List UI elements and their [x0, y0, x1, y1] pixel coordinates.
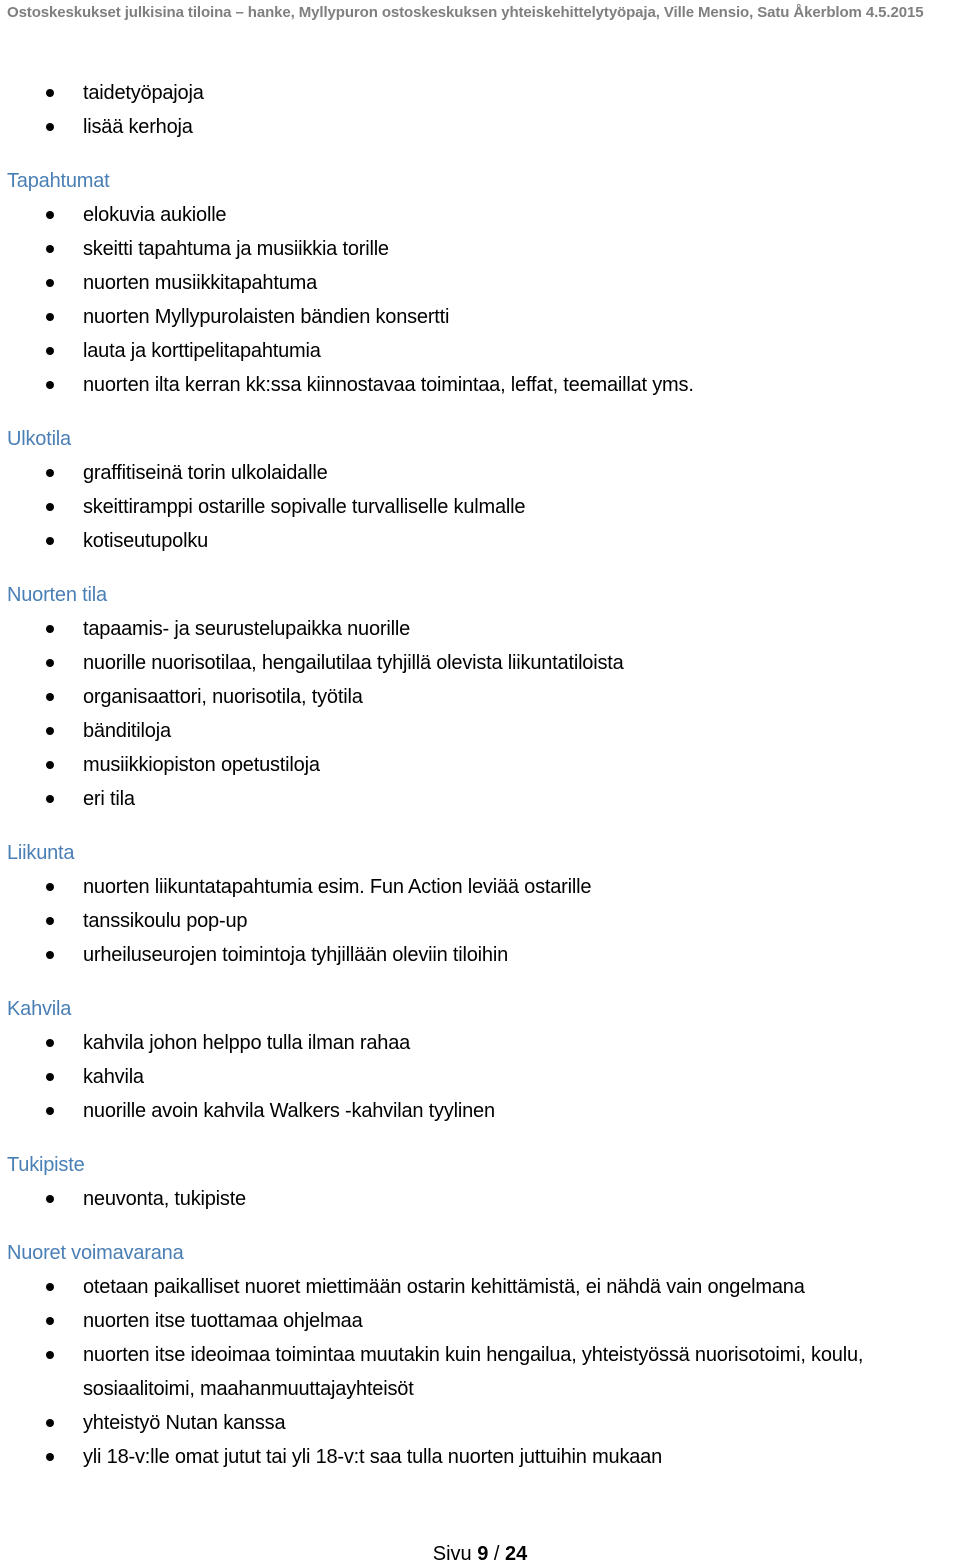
total-pages-number: 24: [505, 1543, 528, 1565]
list-item-text: nuorten Myllypurolaisten bändien konsertti: [83, 306, 450, 328]
page-number-footer: [0, 1540, 960, 1568]
section-heading-tapahtumat: Tapahtumat: [7, 170, 110, 192]
document-body: [0, 76, 960, 1474]
bullet-icon: [46, 727, 54, 735]
list-item: [0, 1406, 960, 1440]
bullet-icon: [46, 347, 54, 355]
list-item-text: urheiluseurojen toimintoja tyhjillään oleviin tiloihin: [83, 944, 509, 966]
list-item-text: kahvila johon helppo tulla ilman rahaa: [83, 1032, 411, 1054]
section-list-liikunta: [0, 870, 960, 972]
bullet-icon: [46, 883, 54, 891]
bullet-icon: [46, 1419, 54, 1427]
bullet-icon: [46, 279, 54, 287]
list-item: [0, 1094, 960, 1128]
list-item: [0, 646, 960, 680]
section-list-nuoret-voimavarana: [0, 1270, 960, 1474]
page-label: Sivu: [432, 1543, 472, 1565]
list-item: [0, 748, 960, 782]
bullet-icon: [46, 313, 54, 321]
list-item: [0, 198, 960, 232]
bullet-icon: [46, 537, 54, 545]
list-item-text: tanssikoulu pop-up: [83, 910, 248, 932]
section-heading-ulkotila: Ulkotila: [7, 428, 71, 450]
list-item-text: lisää kerhoja: [83, 116, 193, 138]
list-item: [0, 490, 960, 524]
bullet-icon: [46, 381, 54, 389]
bullet-icon: [46, 89, 54, 97]
section-heading-nuoret-voimavarana: Nuoret voimavarana: [7, 1242, 184, 1264]
section-list-tapahtumat: [0, 198, 960, 402]
header-divider: [0, 30, 960, 31]
list-item: [0, 300, 960, 334]
bullet-icon: [46, 1073, 54, 1081]
list-item: [0, 76, 960, 110]
list-item: [0, 1338, 960, 1406]
list-item-text: yhteistyö Nutan kanssa: [83, 1412, 286, 1434]
list-item-text: neuvonta, tukipiste: [83, 1188, 246, 1210]
section-heading-liikunta: Liikunta: [7, 842, 75, 864]
bullet-icon: [46, 503, 54, 511]
list-item: [0, 1182, 960, 1216]
section-list-ulkotila: [0, 456, 960, 558]
bullet-icon: [46, 211, 54, 219]
list-item-text: nuorten ilta kerran kk:ssa kiinnostavaa toimintaa, leffat, teemaillat yms.: [83, 374, 694, 396]
list-item: [0, 680, 960, 714]
list-item: [0, 938, 960, 972]
bullet-icon: [46, 245, 54, 253]
page-separator: /: [493, 1543, 500, 1565]
list-item-text: kahvila: [83, 1066, 144, 1088]
intro-list: [0, 76, 960, 144]
bullet-icon: [46, 1453, 54, 1461]
list-item-text: kotiseutupolku: [83, 530, 209, 552]
list-item-text: nuorten itse ideoimaa toimintaa muutakin kuin hengailua, yhteistyössä nuorisotoimi, koulu, sosiaalitoimi, maahanmuuttajayhteisöt: [83, 1344, 864, 1400]
bullet-icon: [46, 795, 54, 803]
list-item-text: otetaan paikalliset nuoret miettimään ostarin kehittämistä, ei nähdä vain ongelmana: [83, 1276, 805, 1298]
list-item-text: eri tila: [83, 788, 135, 810]
list-item: [0, 334, 960, 368]
section-heading-kahvila: Kahvila: [7, 998, 72, 1020]
list-item: [0, 904, 960, 938]
list-item-text: nuorten musiikkitapahtuma: [83, 272, 318, 294]
bullet-icon: [46, 1283, 54, 1291]
section-list-nuorten-tila: [0, 612, 960, 816]
bullet-icon: [46, 693, 54, 701]
bullet-icon: [46, 1107, 54, 1115]
list-item-text: tapaamis- ja seurustelupaikka nuorille: [83, 618, 411, 640]
list-item-text: bänditiloja: [83, 720, 171, 742]
list-item-text: skeitti tapahtuma ja musiikkia torille: [83, 238, 389, 260]
list-item: [0, 782, 960, 816]
list-item: [0, 524, 960, 558]
list-item-text: nuorten liikuntatapahtumia esim. Fun Action leviää ostarille: [83, 876, 592, 898]
list-item-text: nuorille avoin kahvila Walkers -kahvilan tyylinen: [83, 1100, 495, 1122]
bullet-icon: [46, 1351, 54, 1359]
bullet-icon: [46, 917, 54, 925]
list-item: [0, 232, 960, 266]
bullet-icon: [46, 761, 54, 769]
list-item-text: musiikkiopiston opetustiloja: [83, 754, 320, 776]
list-item: [0, 870, 960, 904]
section-list-kahvila: [0, 1026, 960, 1128]
list-item-text: lauta ja korttipelitapahtumia: [83, 340, 321, 362]
list-item: [0, 714, 960, 748]
list-item-text: nuorten itse tuottamaa ohjelmaa: [83, 1310, 363, 1332]
list-item-text: organisaattori, nuorisotila, työtila: [83, 686, 363, 708]
bullet-icon: [46, 951, 54, 959]
list-item-text: graffitiseinä torin ulkolaidalle: [83, 462, 328, 484]
list-item: [0, 456, 960, 490]
bullet-icon: [46, 1317, 54, 1325]
list-item: [0, 266, 960, 300]
list-item: [0, 1026, 960, 1060]
list-item: [0, 1304, 960, 1338]
list-item: [0, 368, 960, 402]
bullet-icon: [46, 1039, 54, 1047]
list-item-text: taidetyöpajoja: [83, 82, 204, 104]
bullet-icon: [46, 123, 54, 131]
list-item: [0, 1060, 960, 1094]
bullet-icon: [46, 659, 54, 667]
list-item: [0, 1440, 960, 1474]
bullet-icon: [46, 1195, 54, 1203]
list-item: [0, 1270, 960, 1304]
bullet-icon: [46, 469, 54, 477]
list-item-text: elokuvia aukiolle: [83, 204, 227, 226]
list-item: [0, 612, 960, 646]
section-list-tukipiste: [0, 1182, 960, 1216]
section-heading-tukipiste: Tukipiste: [7, 1154, 85, 1176]
list-item: [0, 110, 960, 144]
list-item-text: yli 18-v:lle omat jutut tai yli 18-v:t saa tulla nuorten juttuihin mukaan: [83, 1446, 663, 1468]
list-item-text: nuorille nuorisotilaa, hengailutilaa tyhjillä olevista liikuntatiloista: [83, 652, 624, 674]
list-item-text: skeittiramppi ostarille sopivalle turvalliselle kulmalle: [83, 496, 526, 518]
section-heading-nuorten-tila: Nuorten tila: [7, 584, 107, 606]
running-header: Ostoskeskukset julkisina tiloina – hanke, Myllypuron ostoskeskuksen yhteiskehittelytyöpaja, Ville Mensio, Satu Åkerblom 4.5.2015: [7, 4, 924, 21]
current-page-number: 9: [477, 1543, 489, 1565]
bullet-icon: [46, 625, 54, 633]
